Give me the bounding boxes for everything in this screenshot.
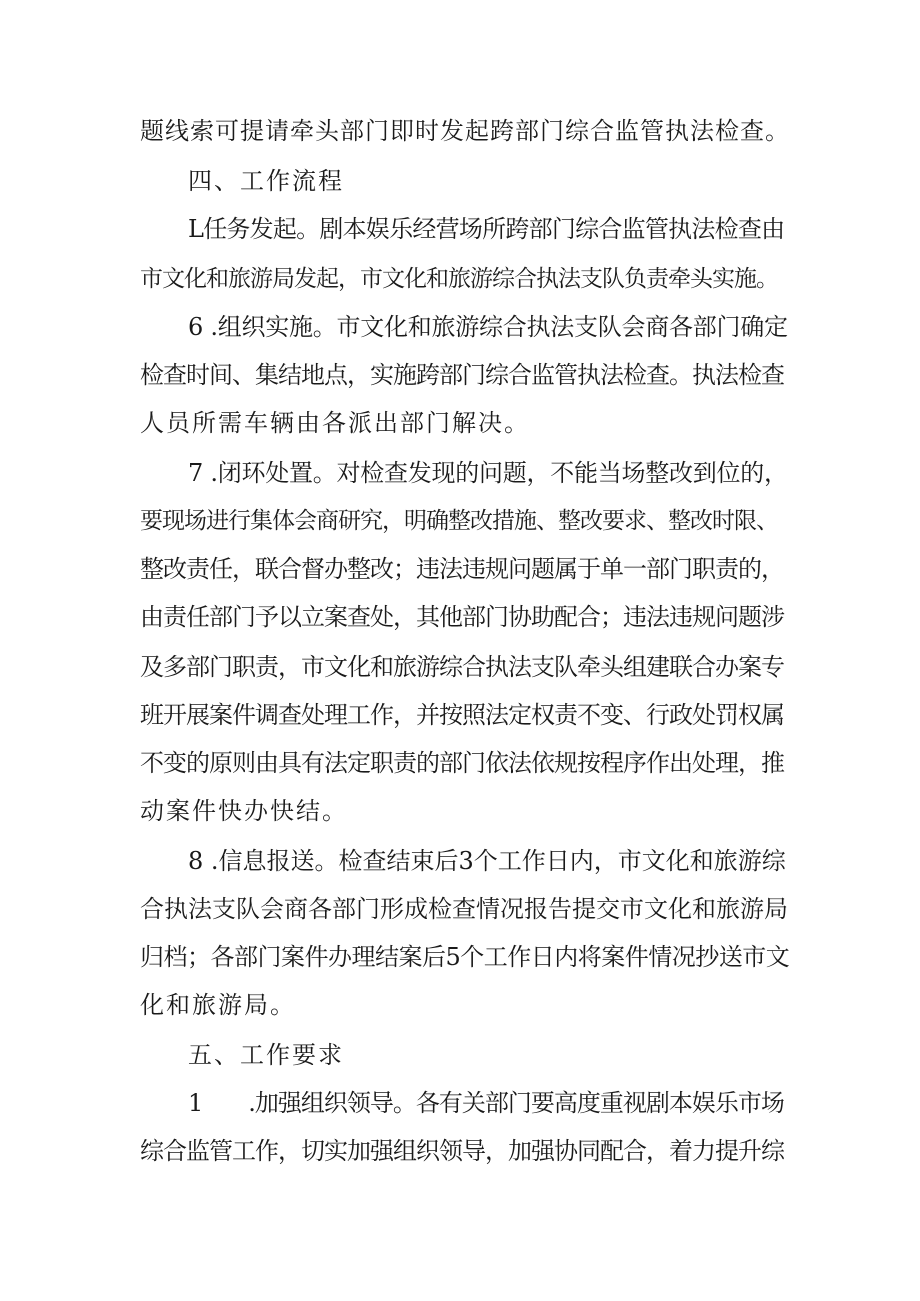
text-line: 归档；各部门案件办理结案后5个工作日内将案件情况抄送市文	[140, 943, 790, 971]
text-line: 市文化和旅游局发起，市文化和旅游综合执法支队负责牵头实施。	[140, 266, 778, 292]
text-line: 7 .闭环处置。对检查发现的问题，不能当场整改到位的，	[188, 459, 788, 487]
text-line: 化和旅游局。	[140, 991, 296, 1019]
text-line: 检查时间、集结地点，实施跨部门综合监管执法检查。执法检查	[140, 361, 784, 389]
text-line: 动案件快办快结。	[140, 797, 348, 825]
text-line: 综合监管工作，切实加强组织领导，加强协同配合，着力提升综	[140, 1137, 784, 1165]
text-line: L任务发起。剧本娱乐经营场所跨部门综合监管执法检查由	[188, 215, 785, 243]
section-heading: 五、工作要求	[188, 1041, 344, 1069]
text-line: 整改责任，联合督办整改；违法违规问题属于单一部门职责的，	[140, 555, 784, 583]
text-line: 8 .信息报送。检查结束后3个工作日内，市文化和旅游综	[188, 847, 786, 875]
section-heading: 四、工作流程	[188, 167, 344, 195]
text-line: 及多部门职责，市文化和旅游综合执法支队牵头组建联合办案专	[140, 653, 784, 681]
text-line: 1 .加强组织领导。各有关部门要高度重视剧本娱乐市场	[188, 1089, 784, 1117]
text-line: 不变的原则由具有法定职责的部门依法依规按程序作出处理，推	[140, 749, 784, 777]
text-line: 题线索可提请牵头部门即时发起跨部门综合监管执法检查。	[140, 117, 790, 145]
text-line: 由责任部门予以立案查处，其他部门协助配合；违法违规问题涉	[140, 603, 784, 631]
text-line: 6 .组织实施。市文化和旅游综合执法支队会商各部门确定	[188, 313, 788, 341]
text-line: 人员所需车辆由各派出部门解决。	[140, 409, 530, 437]
text-line: 要现场进行集体会商研究，明确整改措施、整改要求、整改时限、	[140, 508, 778, 534]
text-line: 合执法支队会商各部门形成检查情况报告提交市文化和旅游局	[140, 895, 788, 923]
text-line: 班开展案件调查处理工作，并按照法定权责不变、行政处罚权属	[140, 701, 784, 729]
